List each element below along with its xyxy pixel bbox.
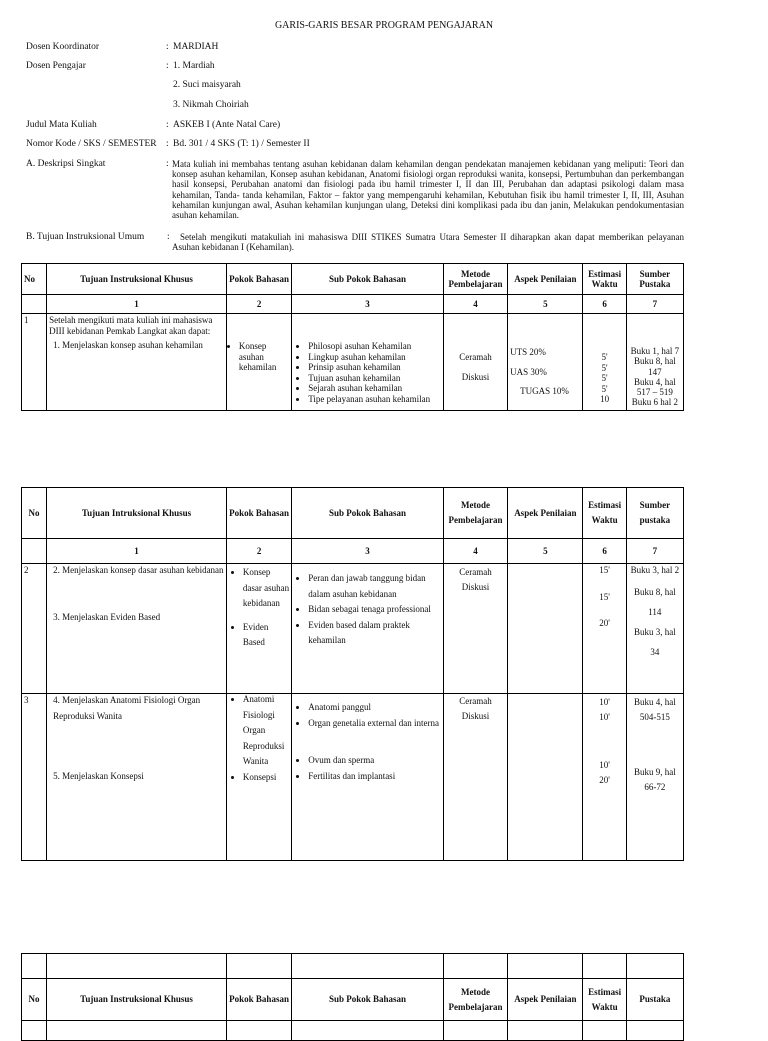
row-no: 2: [22, 564, 47, 694]
pustaka-item: Buku 8, hal 147: [633, 356, 676, 377]
header-sub: Sub Pokok Bahasan: [292, 264, 444, 295]
number-cell: 2: [226, 539, 291, 564]
sub-item: • Organ genetalia external dan interna: [308, 716, 441, 732]
sub-cell: [292, 694, 444, 861]
blank-row: [22, 954, 684, 979]
sub-item: • Tipe pelayanan asuhan kehamilan: [308, 394, 441, 405]
waktu-item: 10: [600, 394, 610, 404]
gbpp-table-2: [21, 487, 684, 861]
metode-2: Diskusi: [461, 582, 490, 592]
tik-item: 1. Menjelaskan konsep asuhan kehamilan: [53, 340, 203, 350]
pustaka-item: Buku 4, hal 517 – 519: [633, 376, 676, 398]
colon: :: [166, 61, 169, 71]
header-aspek: Aspek Penilaian: [508, 264, 583, 295]
header-pokok: Pokok Bahasan: [226, 488, 291, 539]
table-row: [22, 564, 684, 694]
sub-item: • Eviden based dalam praktek kehamilan: [308, 618, 441, 649]
header-no: No: [22, 264, 47, 295]
header-no: No: [22, 488, 47, 539]
number-cell: [22, 539, 47, 564]
pustaka-cell: [626, 314, 683, 411]
gbpp-table-1: [21, 263, 684, 411]
pustaka-item: Buku 9, hal 66-72: [633, 767, 676, 792]
pokok-cell: [226, 314, 291, 411]
pokok-item: • Eviden Based: [243, 620, 289, 651]
table-header-row: [22, 979, 684, 1021]
waktu-item: 15': [599, 565, 610, 575]
pengajar-2: 2. Suci maisyarah: [173, 80, 241, 90]
number-cell: 7: [626, 539, 683, 564]
number-cell: 5: [508, 295, 583, 314]
sub-item: • Ovum dan sperma: [308, 753, 441, 769]
header-tik: Tujuan Instruksional Khusus: [47, 979, 227, 1021]
pustaka-item: Buku 4, hal 504-515: [633, 697, 676, 722]
judul-label: Judul Mata Kuliah: [26, 120, 97, 130]
metode-1: Ceramah: [459, 696, 492, 706]
aspek-cell: [508, 314, 583, 411]
colon: :: [167, 232, 170, 242]
number-cell: 6: [583, 295, 626, 314]
metode-cell: [443, 314, 507, 411]
number-cell: 1: [47, 539, 227, 564]
pustaka-cell: [626, 564, 683, 694]
number-cell: 2: [226, 295, 291, 314]
waktu-item: 5': [601, 373, 608, 383]
table-header-row: [22, 488, 684, 539]
colon: :: [166, 120, 169, 130]
number-cell: 3: [292, 295, 444, 314]
number-cell: 4: [443, 539, 507, 564]
tujuan-label: B. Tujuan Instruksional Umum: [26, 232, 145, 242]
course-info: [26, 42, 726, 257]
koordinator-label: Dosen Koordinator: [26, 42, 100, 52]
waktu-item: 5': [601, 352, 608, 362]
pustaka-item: Buku 8, hal 114: [633, 586, 676, 617]
sub-item: • Fertilitas dan implantasi: [308, 769, 441, 785]
gbpp-table-3: [21, 953, 684, 1041]
aspek-1: UTS 20%: [510, 347, 546, 357]
header-pustaka: Sumber Pustaka: [626, 264, 683, 295]
blank-cell: [583, 954, 626, 979]
metode-1: Ceramah: [459, 352, 492, 362]
metode-cell: [443, 564, 507, 694]
pokok-cell: [226, 564, 291, 694]
pustaka-item: Buku 3, hal 34: [633, 626, 676, 657]
sub-item: • Lingkup asuhan kehamilan: [308, 352, 441, 363]
colon: :: [166, 42, 169, 52]
waktu-cell: [583, 694, 626, 861]
number-cell: 5: [508, 539, 583, 564]
sub-item: • Prinsip asuhan kehamilan: [308, 362, 441, 373]
pokok-item: • Anatomi Fisiologi Organ Reproduksi Wanita: [243, 692, 289, 770]
aspek-cell: [508, 694, 583, 861]
waktu-item: 20': [599, 775, 610, 785]
tik-item: 5. Menjelaskan Konsepsi: [53, 771, 144, 781]
waktu-item: 5': [601, 383, 608, 394]
waktu-cell: [583, 564, 626, 694]
metode-1: Ceramah: [459, 567, 492, 577]
metode-2: Diskusi: [461, 371, 490, 382]
header-sub: Sub Pokok Bahasan: [292, 488, 444, 539]
deskripsi-label: A. Deskripsi Singkat: [26, 159, 106, 169]
tik-item: 2. Menjelaskan konsep dasar asuhan kebidanan: [53, 565, 224, 575]
tujuan-text: Setelah mengikuti matakuliah ini mahasiswa DIII STIKES Sumatra Utara Semester II diharapkan akan dapat memberikan pelayanan Asuhan kebidanan I (Kehamilan).: [172, 232, 684, 253]
tik-cell: [47, 694, 227, 861]
column-number-row: [22, 295, 684, 314]
number-cell: [22, 295, 47, 314]
header-metode: Metode Pembelajaran: [443, 264, 507, 295]
header-waktu: Estimasi Waktu: [583, 488, 626, 539]
pustaka-cell: [626, 694, 683, 861]
blank-cell: [292, 954, 444, 979]
tik-cell: [47, 564, 227, 694]
kode-label: Nomor Kode / SKS / SEMESTER: [26, 139, 157, 149]
column-number-row: [22, 539, 684, 564]
judul-value: ASKEB I (Ante Natal Care): [173, 120, 281, 130]
table-row: [22, 694, 684, 861]
page-title: GARIS-GARIS BESAR PROGRAM PENGAJARAN: [274, 20, 494, 31]
pokok-cell: [226, 694, 291, 861]
sub-item: • Sejarah asuhan kehamilan: [308, 383, 441, 394]
number-cell: 3: [292, 539, 444, 564]
header-metode: Metode Pembelajaran: [443, 979, 507, 1021]
number-cell: 6: [583, 539, 626, 564]
tik-cell: [47, 314, 227, 411]
header-tik: Tujuan Instruksional Khusus: [47, 264, 227, 295]
sub-item: • Anatomi panggul: [308, 700, 441, 716]
header-metode: Metode Pembelajaran: [443, 488, 507, 539]
sub-item: • Peran dan jawab tanggung bidan dalam asuhan kebidanan: [308, 571, 441, 602]
tik-item: 4. Menjelaskan Anatomi Fisiologi Organ Reproduksi Wanita: [53, 695, 201, 721]
table-row: [22, 314, 684, 411]
table-header-row: [22, 264, 684, 295]
sub-cell: [292, 564, 444, 694]
colon: :: [166, 159, 169, 169]
waktu-item: 10': [599, 697, 610, 707]
pokok-item: • Konsepsi: [243, 770, 289, 786]
pustaka-item: Buku 1, hal 7: [630, 346, 680, 356]
header-aspek: Aspek Penilaian: [508, 488, 583, 539]
aspek-3: TUGAS 10%: [520, 386, 569, 396]
header-pokok: Pokok Bahasan: [226, 264, 291, 295]
blank-cell: [47, 954, 227, 979]
tik-item: 3. Menjelaskan Eviden Based: [53, 611, 161, 622]
header-waktu: Estimasi Waktu: [583, 979, 626, 1021]
kode-value: Bd. 301 / 4 SKS (T: 1) / Semester II: [173, 139, 310, 149]
number-cell: 7: [626, 295, 683, 314]
row-no: 1: [22, 314, 47, 411]
pengajar-1: 1. Mardiah: [173, 61, 215, 71]
header-pustaka: Pustaka: [626, 979, 683, 1021]
blank-cell: [626, 954, 683, 979]
header-pokok: Pokok Bahasan: [226, 979, 291, 1021]
row-no: 3: [22, 694, 47, 861]
header-sub: Sub Pokok Bahasan: [292, 979, 444, 1021]
sub-item: • Philosopi asuhan Kehamilan: [308, 341, 441, 352]
aspek-2: UAS 30%: [510, 366, 547, 377]
waktu-item: 10': [599, 712, 610, 722]
colon: :: [166, 139, 169, 149]
pokok-item: • Konsep dasar asuhan kebidanan: [243, 565, 289, 612]
header-pustaka: Sumber pustaka: [626, 488, 683, 539]
blank-cell: [226, 954, 291, 979]
aspek-cell: [508, 564, 583, 694]
tik-intro: Setelah mengikuti mata kuliah ini mahasiswa DIII kebidanan Pemkab Langkat akan dapat:: [49, 315, 213, 336]
waktu-item: 20': [599, 618, 610, 628]
pokok-item: • Konsep asuhan kehamilan: [239, 341, 289, 373]
waktu-item: 15': [599, 591, 610, 602]
waktu-cell: [583, 314, 626, 411]
header-no: No: [22, 979, 47, 1021]
blank-cell: [443, 954, 507, 979]
koordinator-value: MARDIAH: [173, 42, 219, 52]
number-cell: 1: [47, 295, 227, 314]
metode-2: Diskusi: [461, 711, 490, 721]
waktu-item: 5': [601, 362, 608, 373]
header-tik: Tujuan Intruksional Khusus: [47, 488, 227, 539]
deskripsi-text: Mata kuliah ini membahas tentang asuhan kebidanan dalam kehamilan dengan pendekatan manajemen kebidanan yang meliputi: Teori dan konsep asuhan kehamilan, Konsep asuhan kebidanan, Anatomi fisiologi organ reproduksi wanita, konsepsi, Pertumbuhan dan perkembangan hasil konsepsi, Perubahan anatomi dan fisiologi pada ibu hamil trimester I, II dan III, Perubahan dan adaptasi psikologi dalam masa kehamilan, Tanda- tanda kehamilan, Faktor – faktor yang mempengaruhi kehamilan, Kebutuhan fisik ibu hamil trimester I, II, III, Asuhan kehamilan kunjungan awal, Asuhan kehamilan kunjungan ulang, Deteksi dini komplikasi pada ibu dan janin, Melakukan pendokumentasian asuhan kehamilan.: [172, 159, 684, 221]
pustaka-item: Buku 3, hal 2: [630, 565, 680, 575]
waktu-item: 10': [599, 760, 610, 770]
sub-item: • Bidan sebagai tenaga professional: [308, 602, 441, 618]
number-cell: 4: [443, 295, 507, 314]
sub-cell: [292, 314, 444, 411]
pengajar-label: Dosen Pengajar: [26, 61, 86, 71]
pengajar-3: 3. Nikmah Choiriah: [173, 100, 249, 110]
header-aspek: Aspek Penilaian: [508, 979, 583, 1021]
blank-cell: [22, 954, 47, 979]
pustaka-item: Buku 6 hal 2: [631, 397, 678, 408]
header-waktu: Estimasi Waktu: [583, 264, 626, 295]
sub-item: • Tujuan asuhan kehamilan: [308, 373, 441, 384]
blank-cell: [508, 954, 583, 979]
metode-cell: [443, 694, 507, 861]
